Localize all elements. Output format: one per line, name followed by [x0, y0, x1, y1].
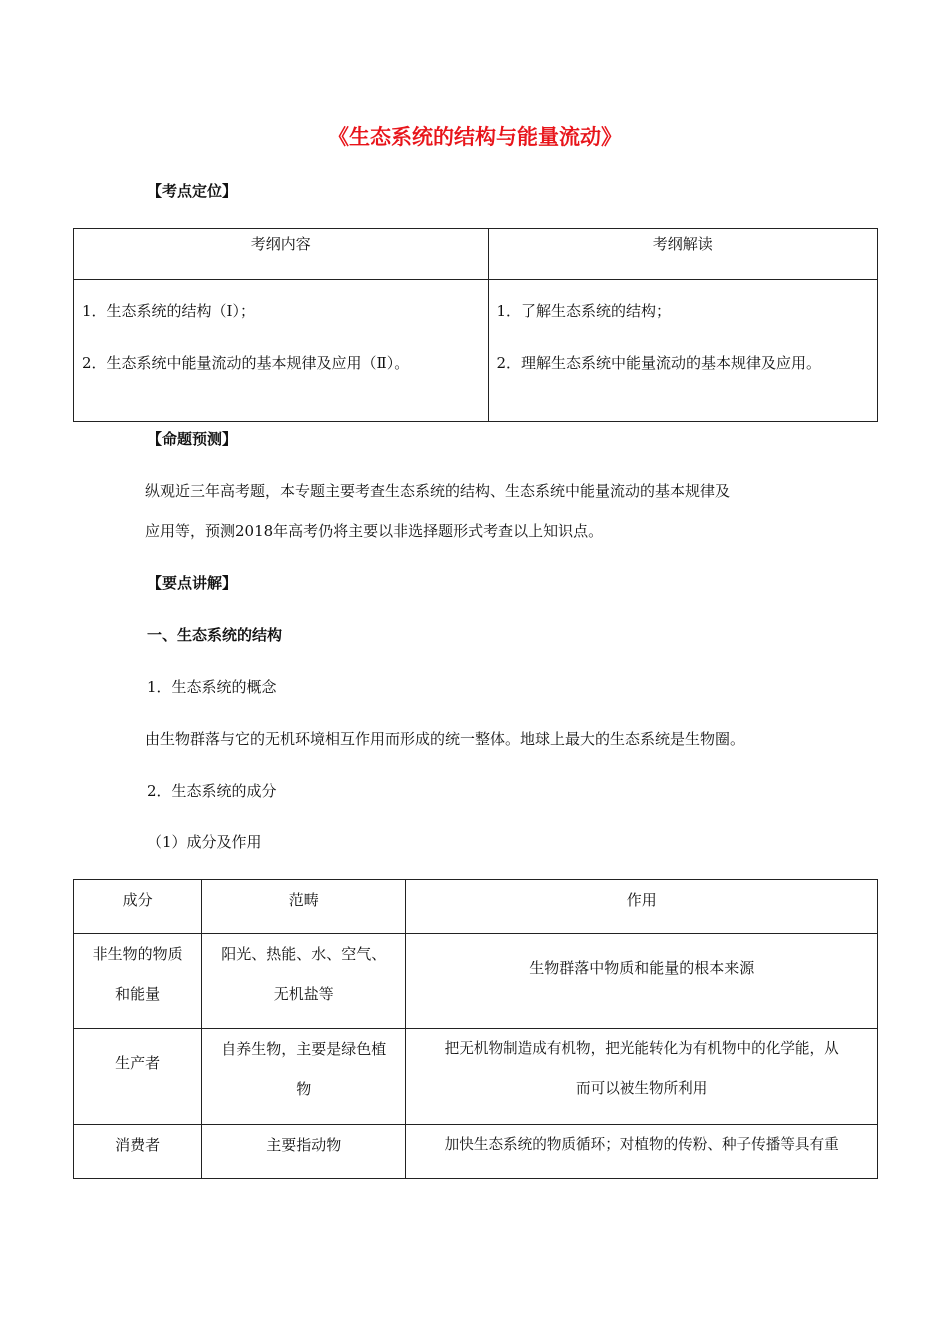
cell-line: 非生物的物质 [92, 945, 183, 963]
cell-line: 主要指动物 [266, 1136, 342, 1154]
document-title: 《生态系统的结构与能量流动》 [328, 125, 622, 149]
cell-line: 生物群落中物质和能量的根本来源 [529, 959, 755, 977]
cell-line: 加快生态系统的物质循环；对植物的传粉、种子传播等具有重 [444, 1136, 839, 1153]
components-table [73, 879, 878, 1179]
table1-col1-line: 1．生态系统的结构（Ⅰ）； [82, 302, 255, 320]
syllabus-table [73, 228, 878, 422]
cell-line: 物 [296, 1080, 312, 1098]
item-heading: 1．生态系统的概念 [147, 678, 277, 696]
section-heading: 一、生态系统的结构 [147, 626, 283, 644]
table1-col2-cell [488, 280, 878, 422]
cell-line: 无机盐等 [273, 985, 334, 1003]
paragraph-line: 应用等，预测2018年高考仍将主要以非选择题形式考查以上知识点。 [145, 522, 604, 540]
cell-line: 阳光、热能、水、空气、 [221, 945, 387, 963]
cell-line: 把无机物制造成有机物，把光能转化为有机物中的化学能，从 [444, 1040, 839, 1057]
heading-mingti: 【命题预测】 [147, 430, 238, 448]
table1-col2-line: 2．理解生态系统中能量流动的基本规律及应用。 [496, 354, 822, 372]
table1-col1-line: 2．生态系统中能量流动的基本规律及应用（Ⅱ）。 [82, 354, 410, 372]
table2-header-scope: 范畴 [202, 880, 406, 934]
table2-cell [406, 1029, 878, 1125]
table2-cell [74, 1029, 202, 1125]
cell-line: 自养生物，主要是绿色植 [221, 1040, 387, 1058]
heading-kaodian: 【考点定位】 [147, 182, 238, 200]
table2-cell [74, 934, 202, 1029]
table2-cell [406, 1125, 878, 1179]
cell-line: 生产者 [115, 1054, 161, 1072]
cell-line: 消费者 [115, 1136, 161, 1154]
table2-cell [202, 934, 406, 1029]
table1-col2-line: 1．了解生态系统的结构； [496, 302, 672, 320]
table2-cell [202, 1125, 406, 1179]
table2-cell [74, 1125, 202, 1179]
table1-header-content: 考纲内容 [74, 229, 489, 280]
table1-header-interpret: 考纲解读 [488, 229, 878, 280]
table2-header-role: 作用 [406, 880, 878, 934]
item-heading: 2．生态系统的成分 [147, 782, 277, 800]
table2-cell [202, 1029, 406, 1125]
cell-line: 而可以被生物所利用 [576, 1080, 708, 1097]
table2-cell [406, 934, 878, 1029]
item-subheading: （1）成分及作用 [147, 833, 262, 851]
item-text: 由生物群落与它的无机环境相互作用而形成的统一整体。地球上最大的生态系统是生物圈。 [145, 730, 746, 748]
paragraph-line: 纵观近三年高考题，本专题主要考查生态系统的结构、生态系统中能量流动的基本规律及 [145, 482, 731, 500]
cell-line: 和能量 [115, 985, 161, 1003]
heading-yaodian: 【要点讲解】 [147, 574, 238, 592]
table2-header-component: 成分 [74, 880, 202, 934]
table1-col1-cell [74, 280, 489, 422]
